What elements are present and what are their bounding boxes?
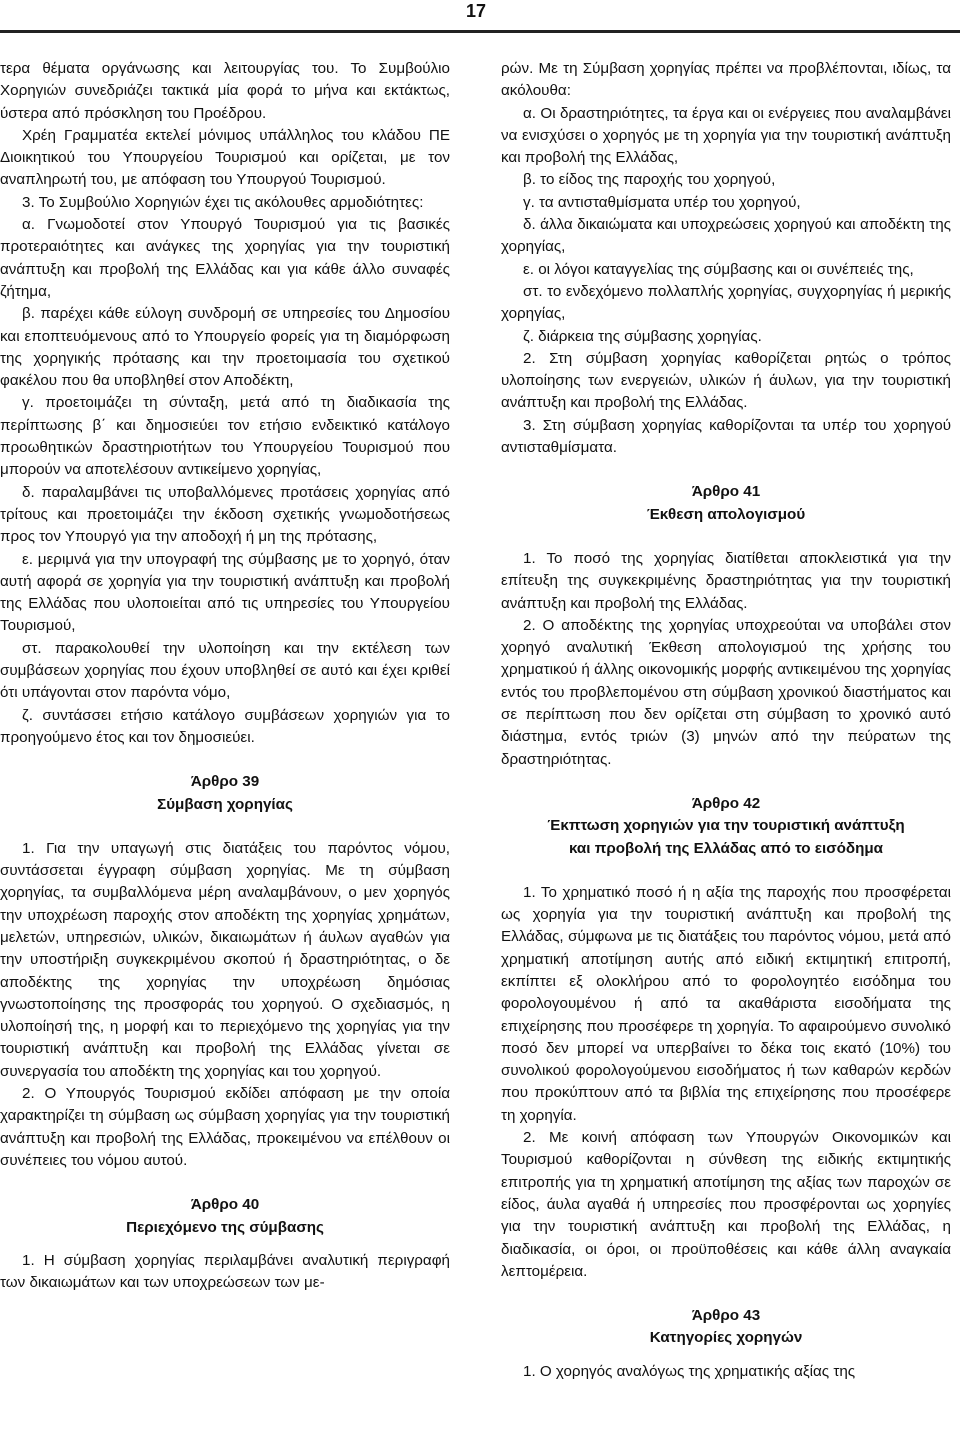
list-item: β. το είδος της παροχής του χορηγού,	[523, 171, 776, 189]
article-43-subtitle: Κατηγορίες χορηγών	[649, 1329, 803, 1347]
list-item: α. Γνωμοδοτεί στον Υπουργό Τουρισμού για τις βασικές προτεραιότητες και ανάγκες της χορηγίας για την τουριστική ανάπτυξη και προβολή της Ελλάδας και για κάθε άλλο συναφές ζήτημα,	[0, 216, 450, 300]
list-item: α. Οι δραστηριότητες, τα έργα και οι ενέργειες που αναλαμβάνει να ενισχύσει ο χορηγός με τη χορηγία για την τουριστική ανάπτυξη και προβολή της Ελλάδας,	[501, 104, 951, 167]
left-column	[0, 58, 450, 1294]
paragraph: 2. Με κοινή απόφαση των Υπουργών Οικονομικών και Τουρισμού καθορίζονται η σύνθεση της ειδικής εκτιμητικής επιτροπής για τη χρηματική αποτίμηση της αξίας των παροχών σε είδος, άυλα αγαθά ή υπηρεσίες που προσφέρονται ως χορηγίες για την τουριστική ανάπτυξη και προβολή της Ελλάδας, η διαδικασία, οι όροι, οι προϋποθέσεις και κάθε άλλη αναγκαία λεπτομέρεια.	[501, 1129, 951, 1280]
article-43-title: Άρθρο 43	[691, 1307, 761, 1325]
list-item: γ. προετοιμάζει τη σύνταξη, μετά από τη διαδικασία της περίπτωσης β΄ και δημοσιεύει τον ετήσιο ενδεικτικό κατάλογο προωθητικών δραστηριοτήτων του Υπουργείου Τουρισμού που μπορούν να αποτελέσουν αντικείμενο χορηγίας,	[0, 394, 450, 479]
article-39-subtitle: Σύμβαση χορηγίας	[157, 795, 293, 813]
article-41-subtitle: Έκθεση απολογισμού	[646, 505, 806, 523]
paragraph: τερα θέματα οργάνωσης και λειτουργίας του. Το Συμβούλιο Χορηγιών συνεδριάζει τακτικά μία φορά το μήνα και εκτάκτως, ύστερα από πρόσκληση του Προέδρου.	[0, 60, 450, 122]
page-number: 17	[466, 1, 487, 21]
article-42-title: Άρθρο 42	[691, 794, 761, 812]
right-column	[501, 58, 951, 1383]
paragraph: 2. Ο αποδέκτης της χορηγίας υποχρεούται να υποβάλει στον χορηγό αναλυτική Έκθεση απολογισμού της χρήσης του χρηματικού ή άλλης οικονομικής μορφής αντικειμένου της χορηγίας εντός του προβλεπομένου στη σύμβαση χρονικού διαστήματος και σε περίπτωση που δεν ορίζεται στη σύμβαση το χρονικό αυτό διάστημα, εντός τριών (3) μηνών από την πεύρατων της δραστηριότητας.	[501, 616, 951, 768]
list-item: β. παρέχει κάθε εύλογη συνδρομή σε υπηρεσίες του Δημοσίου και εποπτευόμενους από το Υπουργείο φορείς για τη διαμόρφωση της χορηγικής πρότασης και την προετοιμασία του σχετικού φακέλου που θα υποβληθεί στον Αποδέκτη,	[0, 305, 450, 390]
header-rule	[0, 30, 960, 33]
paragraph: 1. Ο χορηγός αναλόγως της χρηματικής αξίας της	[523, 1362, 856, 1380]
article-42-subtitle: Έκπτωση χορηγιών για την τουριστική ανάπτυξη	[547, 817, 905, 835]
list-item: δ. άλλα δικαιώματα και υποχρεώσεις χορηγού και αποδέκτη της χορηγίας,	[501, 216, 951, 256]
list-item: δ. παραλαμβάνει τις υποβαλλόμενες προτάσεις χορηγίας από τρίτους και προετοιμάζει την έκδοση σχετικής γνωμοδοτήσεως προς τον Υπουργό για την αποδοχή ή μη της πρότασης,	[0, 483, 450, 546]
paragraph: 2. Στη σύμβαση χορηγίας καθορίζεται ρητώς ο τρόπος υλοποίησης των ενεργειών, υλικών ή άυλων, για την τουριστική ανάπτυξη και προβολή της Ελλάδας.	[501, 349, 951, 412]
paragraph: Χρέη Γραμματέα εκτελεί μόνιμος υπάλληλος του κλάδου ΠΕ Διοικητικού του Υπουργείου Τουρισμού και ορίζεται, με τον αναπληρωτή του, με απόφαση του Υπουργού Τουρισμού.	[0, 126, 450, 189]
paragraph: ρών. Με τη Σύμβαση χορηγίας πρέπει να προβλέπονται, ιδίως, τα ακόλουθα:	[501, 60, 951, 100]
paragraph: 1. Η σύμβαση χορηγίας περιλαμβάνει αναλυτική περιγραφή των δικαιωμάτων και των υποχρεώσεων των με-	[0, 1251, 450, 1292]
paragraph: 3. Το Συμβούλιο Χορηγιών έχει τις ακόλουθες αρμοδιότητες:	[22, 193, 424, 211]
paragraph: 2. Ο Υπουργός Τουρισμού εκδίδει απόφαση με την οποία χαρακτηρίζει τη σύμβαση ως σύμβαση χορηγίας για την τουριστική ανάπτυξη και προβολή της Ελλάδας, προκειμένου να επέλθουν οι συνέπειες του νόμου αυτού.	[0, 1085, 450, 1169]
list-item: στ. το ενδεχόμενο πολλαπλής χορηγίας, συγχορηγίας ή μερικής χορηγίας,	[501, 282, 951, 323]
list-item: ε. οι λόγοι καταγγελίας της σύμβασης και οι συνέπειές της,	[523, 260, 914, 278]
list-item: ε. μεριμνά για την υπογραφή της σύμβασης με το χορηγό, όταν αυτή αφορά σε χορηγία για την τουριστική ανάπτυξη και προβολή της Ελλάδας που υλοποιείται από τις υπηρεσίες του Υπουργείου Τουρισμού,	[0, 550, 450, 635]
article-40-title: Άρθρο 40	[190, 1196, 260, 1214]
article-41-title: Άρθρο 41	[691, 483, 761, 501]
article-39-title: Άρθρο 39	[190, 773, 260, 791]
paragraph: 1. Για την υπαγωγή στις διατάξεις του παρόντος νόμου, συντάσσεται έγγραφη σύμβαση χορηγίας. Με τη σύμβαση χορηγίας, τα συμβαλλόμενα μέρη αναλαμβάνουν, ο μεν χορηγός την υποχρέωση παροχής στον αποδέκτη της χορηγίας χρημάτων, μελετών, υπηρεσιών, υλικών, δικαιωμάτων ή άυλων αγαθών για την υποστήριξη συγκεκριμένου σκοπού ή δραστηριότητας, ο δε αποδέκτης της χορηγίας την υποχρέωση δημόσιας γνωστοποίησης της προσφοράς του χορηγού. Ο σχεδιασμός, η υλοποίησή της, η μορφή και το περιεχόμενο της χορηγίας για την τουριστική ανάπτυξη και προβολή της Ελλάδας γίνεται σε συνεργασία του αποδέκτη της χορηγίας και του χορηγού.	[0, 839, 450, 1080]
list-item: ζ. συντάσσει ετήσιο κατάλογο συμβάσεων χορηγιών για το προηγούμενο έτος και τον δημοσιεύει.	[0, 706, 450, 746]
list-item: ζ. διάρκεια της σύμβασης χορηγίας.	[523, 327, 762, 345]
article-42-subtitle: και προβολή της Ελλάδας από το εισόδημα	[568, 839, 884, 857]
list-item: στ. παρακολουθεί την υλοποίηση και την εκτέλεση των συμβάσεων χορηγίας που έχουν υποβληθεί σε αυτό και έχει κριθεί ότι υπάγονται στον παρόντα νόμο,	[0, 639, 450, 702]
paragraph: 3. Στη σύμβαση χορηγίας καθορίζονται τα υπέρ του χορηγού αντισταθμίσματα.	[501, 416, 951, 457]
paragraph: 1. Το χρηματικό ποσό ή η αξία της παροχής που προσφέρεται ως χορηγία για την τουριστική ανάπτυξη και προβολή της Ελλάδας, σύμφωνα με τις διατάξεις του παρόντος νόμου, μετά από χρηματική αποτίμηση αυτής από ειδική εκτιμητική επιτροπή, εκπίπτει εξ ολοκλήρου από το φορολογητέο εισόδημα του φορολογουμένου ή από τα ακαθάριστα εισοδήματα της επιχείρησης που προσέφερε τη χορηγία. Το αφαιρούμενο συνολικό ποσό δεν μπορεί να υπερβαίνει το δέκα τοις εκατό (10%) του συνολικού φορολογούμενου εισοδήματος ή των καθαρών κερδών που προκύπτουν από τα βιβλία της επιχείρησης που προσέφερε τη χορηγία.	[501, 883, 951, 1124]
paragraph: 1. Το ποσό της χορηγίας διατίθεται αποκλειστικά για την επίτευξη της συγκεκριμένης δραστηριότητας για την τουριστική ανάπτυξη και προβολή της Ελλάδας.	[501, 549, 951, 612]
article-40-subtitle: Περιεχόμενο της σύμβασης	[126, 1218, 324, 1236]
list-item: γ. τα αντισταθμίσματα υπέρ του χορηγού,	[523, 193, 801, 211]
